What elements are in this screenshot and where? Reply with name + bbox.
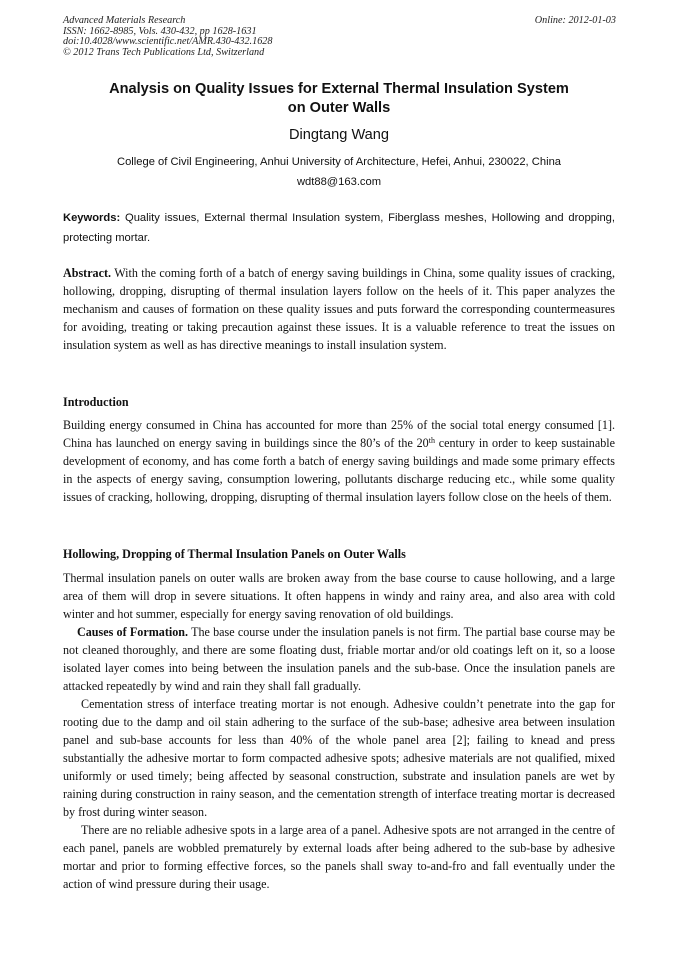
- affiliation-block: [63, 153, 615, 192]
- introduction-heading: Introduction: [63, 395, 129, 409]
- keywords-text: Quality issues, External thermal Insulation system, Fiberglass meshes, Hollowing and dropping, protecting mortar.: [63, 212, 615, 244]
- author-name: Dingtang Wang: [288, 127, 390, 143]
- publication-header: [63, 16, 616, 58]
- section-paragraph-3: Cementation stress of interface treating mortar is not enough. Adhesive couldn’t penetrate into the gap for rooting due to the damp and oil stain adhering to the surface of the sub-base; adhesive area between insulation panel and sub-base accounts for less than 40% of the whole panel area [2]; failing to knead and press substantially the adhesive mortar to form compacted adhesive spots; adhesive materials are not qualified, mixed uniformly or used timely; being affected by seasonal construction, substrate and insulation panels are wet by raining during construction in rainy season, and the cementation strength of interface treating mortar is decreased by frost during winter season.: [63, 697, 615, 819]
- copyright-line: © 2012 Trans Tech Publications Ltd, Switzerland: [63, 46, 265, 58]
- keywords-label: Keywords:: [63, 212, 121, 224]
- section-heading-hollowing: Hollowing, Dropping of Thermal Insulation Panels on Outer Walls: [63, 547, 406, 561]
- paper-title: [63, 80, 615, 118]
- introduction-text-a: Building energy consumed in China has accounted for more than 25% of the social total energy consumed [1]. China has launched on energy saving in buildings since the 80’s of the 20: [63, 418, 615, 450]
- section-paragraph-2: [63, 623, 615, 695]
- introduction-paragraph: [63, 416, 615, 506]
- journal-name: Advanced Materials Research: [63, 15, 186, 26]
- abstract-label: Abstract.: [63, 266, 112, 280]
- online-date: Online: 2012-01-03: [534, 15, 616, 26]
- abstract-text: With the coming forth of a batch of energy saving buildings in China, some quality issues of cracking, hollowing, dropping, disrupting of thermal insulation layers follow on the heels of it. This paper analyzes the mechanism and causes of formation on these quality issues and puts forward the corresponding countermeasures for avoiding, treating or taking precaution against these issues. It is a valuable reference to treat the issues on insulation system as well as has directive meanings to install insulation system.: [63, 266, 615, 352]
- keywords-paragraph: [63, 209, 615, 248]
- affiliation: College of Civil Engineering, Anhui University of Architecture, Hefei, Anhui, 230022, China: [116, 156, 562, 168]
- section-body-hollowing: [63, 569, 615, 893]
- ordinal-superscript: th: [428, 436, 435, 445]
- title-line-2: on Outer Walls: [287, 100, 391, 116]
- issn-line: ISSN: 1662-8985, Vols. 430-432, pp 1628-1631: [63, 25, 257, 37]
- section-paragraph-2-text: The base course under the insulation panels is not firm. The partial base course may be not cleaned thoroughly, and there are some floating dust, friable mortar and/or old coatings left on it, so a loose isolated layer comes into being between the insulation panels and the sub-base. Once the insulation panels are attacked repeatedly by wind and rain they shall fall gradually.: [63, 625, 616, 693]
- title-line-1: Analysis on Quality Issues for External Thermal Insulation System: [109, 81, 569, 97]
- doi-line[interactable]: doi:10.4028/www.scientific.net/AMR.430-432.1628: [63, 36, 273, 48]
- abstract-paragraph: [63, 264, 615, 354]
- introduction-text-b: century in order to keep sustainable development of economy, and has come forth a batch of energy saving buildings and made some primary effects in the aspects of energy saving, consumption lowering, pollutants discharge reducing etc., while some quality issues of cracking, hollowing, dropping, disrupting of thermal insulation layers follow close on the heels of them.: [63, 436, 615, 504]
- section-paragraph-4: There are no reliable adhesive spots in a large area of a panel. Adhesive spots are not arranged in the centre of each panel, panels are wobbled prematurely by external loads after being adhered to the sub-base by adhesive mortar and prior to forming effective forces, so the panels shall sway to-and-fro and fall eventually under the action of wind pressure during their usage.: [63, 823, 615, 891]
- author-email[interactable]: wdt88@163.com: [296, 175, 382, 188]
- section-paragraph-1: Thermal insulation panels on outer walls are broken away from the base course to cause hollowing, and a large area of them will drop in severe situations. It often happens in windy and rainy area, and also area with cold winter and hot summer, especially for energy saving renovation of old buildings.: [63, 571, 615, 621]
- causes-of-formation-label: Causes of Formation.: [77, 625, 189, 639]
